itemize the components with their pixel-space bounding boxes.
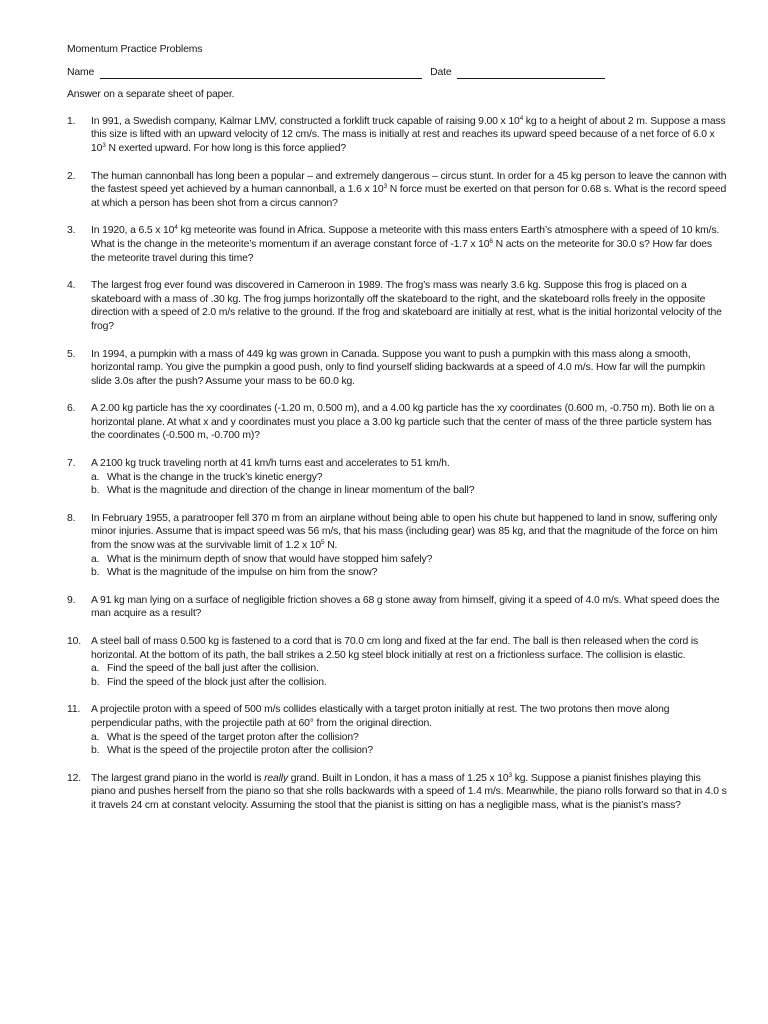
- instructions: Answer on a separate sheet of paper.: [67, 89, 235, 101]
- problem-number: 9.: [67, 594, 76, 606]
- problem-5: [67, 348, 728, 389]
- problem-number: 8.: [67, 512, 76, 524]
- problem-3: [67, 224, 728, 265]
- problem-6: [67, 402, 728, 443]
- problem-number: 12.: [67, 772, 81, 784]
- problem-text: A steel ball of mass 0.500 kg is fastened to a cord that is 70.0 cm long and fixed at the far end. The ball is then released when the cord is horizontal. At the bottom of its path, the ball strikes a 2.50 kg steel block initially at rest on a frictionless surface. The collision is elastic. a. Find the speed of the ball just after the collision. b. Find the speed of the block just after the collision.: [91, 635, 728, 689]
- problem-number: 6.: [67, 403, 76, 415]
- sub-question-a: a. What is the speed of the target proton after the collision?: [91, 731, 359, 743]
- sub-question-a: a. What is the change in the truck’s kinetic energy?: [91, 471, 323, 483]
- problem-text: In 1920, a 6.5 x $10^4$ kg meteorite was found in Africa. Suppose a meteorite with this mass enters Earth’s atmosphere with a speed of 10 km/s. What is the change in the meteorite’s momentum if an average constant force of -1.7 x $10^6$ N acts on the meteorite for 30.0 s? How far does the meteorite travel during this time?: [91, 224, 720, 264]
- date-label: Date: [430, 66, 452, 78]
- name-date-row: [67, 66, 728, 80]
- problem-11: [67, 703, 728, 757]
- problem-number: 11.: [67, 704, 81, 716]
- name-label: Name: [67, 66, 95, 78]
- name-blank[interactable]: [100, 67, 422, 79]
- problem-8: [67, 512, 728, 580]
- problem-12: [67, 772, 728, 813]
- sub-question-b: b. Find the speed of the block just after the collision.: [91, 676, 327, 688]
- problem-4: [67, 279, 728, 333]
- sub-question-b: b. What is the speed of the projectile proton after the collision?: [91, 745, 374, 757]
- problem-number: 5.: [67, 348, 76, 360]
- problem-number: 4.: [67, 280, 76, 292]
- sub-question-b: b. What is the magnitude of the impulse on him from the snow?: [91, 567, 378, 579]
- problem-text: A 2.00 kg particle has the xy coordinates (-1.20 m, 0.500 m), and a 4.00 kg particle has the xy coordinates (0.600 m, -0.750 m). Both lie on a horizontal plane. At what x and y coordinates must you place a 3.00 kg particle such that the center of mass of the three particle system has the coordinates (-0.500 m, -0.700 m)?: [91, 403, 715, 442]
- sub-question-b: b. What is the magnitude and direction of the change in linear momentum of the ball?: [91, 485, 475, 497]
- problem-text: A projectile proton with a speed of 500 m/s collides elastically with a target proton initially at rest. The two protons then move along perpendicular paths, with the projectile path at 60° from the original direction. a. What is the speed of the target proton after the collision? b. What is the speed of the projectile proton after the collision?: [91, 703, 728, 757]
- problem-10: [67, 635, 728, 689]
- problem-number: 10.: [67, 636, 81, 647]
- problem-number: 1.: [67, 115, 76, 127]
- problem-text: A 91 kg man lying on a surface of negligible friction shoves a 68 g stone away from himself, giving it a speed of 4.0 m/s. What speed does the man acquire as a result?: [91, 594, 720, 620]
- problem-text: A 2100 kg truck traveling north at 41 km/h turns east and accelerates to 51 km/h. a. What is the change in the truck’s kinetic energy? b. What is the magnitude and direction of the change in linear momentum of the ball?: [91, 457, 728, 498]
- problem-9: [67, 594, 728, 621]
- problem-text: In 991, a Swedish company, Kalmar LMV, constructed a forklift truck capable of raising 9.00 x $10^4$ kg to a height of about 2 m. Suppose a mass this size is lifted with an upward velocity of 12 cm/s. The mass is initially at rest and reaches its upward speed because of a net force of 6.0 x $10^3$ N exerted upward. For how long is this force applied?: [91, 114, 726, 154]
- problem-number: 7.: [67, 458, 76, 470]
- problem-number: 2.: [67, 170, 76, 182]
- problem-text: The human cannonball has long been a popular – and extremely dangerous – circus stunt. In order for a 45 kg person to leave the cannon with the fastest speed yet achieved by a human cannonball, a 1.6 x $10^3$ N force must be exerted on that person for 0.68 s. What is the record speed at which a person has been shot from a circus cannon?: [91, 170, 727, 209]
- sub-question-a: a. Find the speed of the ball just after the collision.: [91, 663, 319, 675]
- problem-1: [67, 115, 728, 156]
- problem-text: In February 1955, a paratrooper fell 370 m from an airplane without being able to open his chute but happened to land in snow, suffering only minor injuries. Assume that is impact speed was 56 m/s, that his mass (including gear) was 85 kg, and that the magnitude of the force on him from the snow was at the survivable limit of 1.2 x $10^5$ N. a. What is the minimum depth of snow that would have stopped him safely? b. What is the magnitude of the impulse on him from the snow?: [91, 512, 728, 580]
- problem-number: 3.: [67, 225, 76, 237]
- page-title: Momentum Practice Problems: [67, 44, 203, 55]
- date-blank[interactable]: [457, 67, 605, 79]
- problem-2: [67, 170, 728, 211]
- problem-text: The largest frog ever found was discovered in Cameroon in 1989. The frog’s mass was nearly 3.6 kg. Suppose this frog is placed on a skateboard with a mass of .30 kg. The frog jumps horizontally off the skateboard to the right, and the skateboard rolls freely in the opposite direction with a speed of 2.0 m/s relative to the ground. If the frog and skateboard are initially at rest, what is the initial horizontal velocity of the frog?: [91, 280, 722, 332]
- problem-text: The largest grand piano in the world is really grand. Built in London, it has a mass of 1.25 x $10^3$ kg. Suppose a pianist finishes playing this piano and pushes herself from the piano so that she rolls backwards with a speed of 1.4 m/s. Meanwhile, the piano rolls forward so that in 4.0 s it travels 24 cm at constant velocity. Assuming the stool that the pianist is sitting on has a negligible mass, what is the pianist’s mass?: [91, 771, 727, 811]
- problem-7: [67, 457, 728, 498]
- sub-question-a: a. What is the minimum depth of snow that would have stopped him safely?: [91, 553, 433, 565]
- problem-text: In 1994, a pumpkin with a mass of 449 kg was grown in Canada. Suppose you want to push a pumpkin with this mass along a smooth, horizontal ramp. You give the pumpkin a good push, only to find yourself sliding backwards at a speed of 4.0 m/s. How far will the pumpkin slide 3.0s after the push? Assume your mass to be 60.0 kg.: [91, 348, 706, 387]
